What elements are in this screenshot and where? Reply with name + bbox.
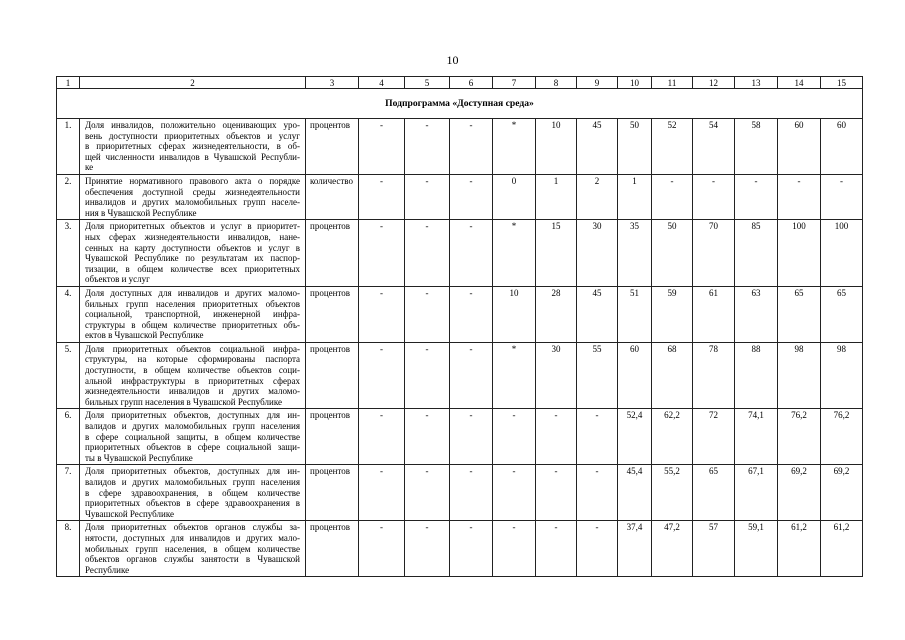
table-row xyxy=(57,409,863,465)
unit-of-measure: процентов xyxy=(306,521,359,577)
indicator-value: 50 xyxy=(652,220,693,287)
indicator-value: - xyxy=(359,465,405,521)
indicator-value: 60 xyxy=(821,119,863,175)
indicator-value: 100 xyxy=(778,220,821,287)
column-header: 4 xyxy=(359,77,405,89)
indicator-value: 35 xyxy=(618,220,652,287)
indicator-value: 68 xyxy=(652,342,693,409)
indicator-value: - xyxy=(450,286,493,342)
indicator-value: - xyxy=(577,409,618,465)
indicator-value: 52 xyxy=(652,119,693,175)
indicator-value: 98 xyxy=(821,342,863,409)
indicator-value: - xyxy=(359,174,405,219)
column-header: 15 xyxy=(821,77,863,89)
description-line: социальной, транспортной, инженерной инфра- xyxy=(85,309,300,320)
indicator-value: 37,4 xyxy=(618,521,652,577)
indicator-description xyxy=(80,220,306,287)
description-line: тизации, в общем количестве всех приоритетных xyxy=(85,263,300,274)
indicator-value: - xyxy=(493,409,536,465)
indicator-value: - xyxy=(735,174,778,219)
indicator-value: * xyxy=(493,220,536,287)
unit-of-measure: процентов xyxy=(306,119,359,175)
description-line: нятости, доступных для инвалидов и других мало- xyxy=(85,532,300,543)
description-line: бильных групп населения в Чувашской Республике xyxy=(85,396,282,407)
indicator-value: 65 xyxy=(693,465,735,521)
indicator-value: 78 xyxy=(693,342,735,409)
description-line: валидов и других маломобильных групп населения xyxy=(85,421,300,432)
indicators-table xyxy=(56,76,863,577)
indicator-value: - xyxy=(450,220,493,287)
indicator-value: 98 xyxy=(778,342,821,409)
table-row xyxy=(57,521,863,577)
indicator-value: 2 xyxy=(577,174,618,219)
row-number: 4. xyxy=(57,286,80,342)
description-line: бильных групп населения приоритетных объектов xyxy=(85,298,300,309)
indicator-value: 47,2 xyxy=(652,521,693,577)
indicator-value: 57 xyxy=(693,521,735,577)
description-line: жизнедеятельности инвалидов и других маломо- xyxy=(85,386,300,397)
table-header xyxy=(57,77,863,89)
indicator-value: 65 xyxy=(778,286,821,342)
indicator-value: 50 xyxy=(618,119,652,175)
indicator-value: - xyxy=(536,409,577,465)
table-row xyxy=(57,119,863,175)
description-line: Доля приоритетных объектов и услуг в приоритет- xyxy=(85,221,300,232)
indicator-value: 61 xyxy=(693,286,735,342)
indicator-value: - xyxy=(450,174,493,219)
row-number: 1. xyxy=(57,119,80,175)
description-line: Доля приоритетных объектов, доступных для ин- xyxy=(85,466,300,477)
subprogram-title-row xyxy=(57,89,863,119)
indicator-value: * xyxy=(493,119,536,175)
indicator-value: 45 xyxy=(577,286,618,342)
table-row xyxy=(57,342,863,409)
description-line: щей численности инвалидов в Чувашской Республи- xyxy=(85,151,300,162)
description-line: структуры в общем количестве приоритетных объ- xyxy=(85,319,300,330)
indicator-value: 58 xyxy=(735,119,778,175)
indicator-value: - xyxy=(359,521,405,577)
indicator-value: - xyxy=(359,286,405,342)
indicator-value: 45,4 xyxy=(618,465,652,521)
indicator-value: 67,1 xyxy=(735,465,778,521)
page-number: 10 xyxy=(446,53,459,67)
unit-of-measure: количество xyxy=(306,174,359,219)
description-line: ектов в Чувашской Республике xyxy=(85,330,204,341)
unit-of-measure: процентов xyxy=(306,220,359,287)
indicator-value: 0 xyxy=(493,174,536,219)
indicator-value: - xyxy=(359,409,405,465)
indicator-value: 52,4 xyxy=(618,409,652,465)
indicator-value: 76,2 xyxy=(778,409,821,465)
indicator-value: 30 xyxy=(577,220,618,287)
description-line: альной инфраструктуры в приоритетных сферах xyxy=(85,375,300,386)
indicator-value: - xyxy=(778,174,821,219)
indicator-value: - xyxy=(577,521,618,577)
indicator-value: 61,2 xyxy=(821,521,863,577)
indicator-value: 62,2 xyxy=(652,409,693,465)
description-line: сенных на карту доступности объектов и услуг в xyxy=(85,242,300,253)
column-header: 10 xyxy=(618,77,652,89)
indicator-value: - xyxy=(359,119,405,175)
indicator-value: * xyxy=(493,342,536,409)
indicator-value: - xyxy=(450,342,493,409)
indicator-value: - xyxy=(405,220,450,287)
indicator-value: 65 xyxy=(821,286,863,342)
column-header: 1 xyxy=(57,77,80,89)
description-line: Доля доступных для инвалидов и других маломо- xyxy=(85,287,300,298)
description-line: объектов и услуг xyxy=(85,274,150,285)
description-line: обеспечения доступной среды жизнедеятельности xyxy=(85,186,300,197)
description-line: Доля приоритетных объектов, доступных для ин- xyxy=(85,410,300,421)
description-line: в сфере здравоохранения, в общем количестве xyxy=(85,487,300,498)
indicator-value: 72 xyxy=(693,409,735,465)
description-line: приоритетных объектов в сфере социальной защи- xyxy=(85,442,300,453)
row-number: 8. xyxy=(57,521,80,577)
description-line: инвалидов и других маломобильных групп населе- xyxy=(85,197,300,208)
indicator-value: 69,2 xyxy=(778,465,821,521)
indicator-value: - xyxy=(577,465,618,521)
description-line: Доля инвалидов, положительно оценивающих уро- xyxy=(85,120,300,130)
indicator-value: - xyxy=(693,174,735,219)
indicator-description xyxy=(80,409,306,465)
indicator-value: - xyxy=(652,174,693,219)
indicator-value: 1 xyxy=(618,174,652,219)
column-header: 6 xyxy=(450,77,493,89)
indicator-value: 88 xyxy=(735,342,778,409)
indicator-description xyxy=(80,342,306,409)
description-line: в сфере социальной защиты, в общем количестве xyxy=(85,431,300,442)
indicator-value: 76,2 xyxy=(821,409,863,465)
column-header: 14 xyxy=(778,77,821,89)
description-line: ных сферах жизнедеятельности инвалидов, нане- xyxy=(85,231,300,242)
indicator-description xyxy=(80,119,306,175)
column-header: 8 xyxy=(536,77,577,89)
description-line: Чувашской Республике xyxy=(85,508,174,519)
description-line: ке xyxy=(85,162,94,173)
indicator-value: 59 xyxy=(652,286,693,342)
indicator-value: - xyxy=(405,174,450,219)
description-line: объектов органов службы занятости в Чувашской xyxy=(85,554,300,565)
column-header: 5 xyxy=(405,77,450,89)
indicator-value: - xyxy=(405,119,450,175)
indicator-value: 61,2 xyxy=(778,521,821,577)
indicator-value: 60 xyxy=(618,342,652,409)
table-row xyxy=(57,220,863,287)
description-line: валидов и других маломобильных групп населения xyxy=(85,477,300,487)
unit-of-measure: процентов xyxy=(306,342,359,409)
description-line: Республике xyxy=(85,564,130,575)
indicator-value: - xyxy=(359,342,405,409)
indicator-description xyxy=(80,174,306,219)
indicator-value: - xyxy=(536,465,577,521)
unit-of-measure: процентов xyxy=(306,409,359,465)
indicator-value: 63 xyxy=(735,286,778,342)
indicator-value: - xyxy=(405,521,450,577)
subprogram-section xyxy=(57,89,863,119)
indicator-value: 28 xyxy=(536,286,577,342)
column-header: 13 xyxy=(735,77,778,89)
indicator-value: 30 xyxy=(536,342,577,409)
indicator-value: - xyxy=(450,465,493,521)
table-row xyxy=(57,465,863,521)
indicator-value: 1 xyxy=(536,174,577,219)
indicator-value: 45 xyxy=(577,119,618,175)
row-number: 7. xyxy=(57,465,80,521)
unit-of-measure: процентов xyxy=(306,286,359,342)
indicator-value: - xyxy=(450,409,493,465)
indicator-value: 69,2 xyxy=(821,465,863,521)
indicator-value: - xyxy=(821,174,863,219)
description-line: Доля приоритетных объектов социальной инфра- xyxy=(85,343,300,354)
indicator-value: - xyxy=(450,119,493,175)
indicator-value: 54 xyxy=(693,119,735,175)
description-line: ния в Чувашской Республике xyxy=(85,207,197,218)
indicator-description xyxy=(80,286,306,342)
indicator-description xyxy=(80,521,306,577)
column-header: 12 xyxy=(693,77,735,89)
indicator-value: 51 xyxy=(618,286,652,342)
description-line: ты в Чувашской Республике xyxy=(85,452,193,463)
indicator-value: 70 xyxy=(693,220,735,287)
indicator-value: 10 xyxy=(536,119,577,175)
column-header: 11 xyxy=(652,77,693,89)
description-line: в приоритетных сферах жизнедеятельности, в об- xyxy=(85,141,300,152)
indicator-value: - xyxy=(450,521,493,577)
description-line: Чувашской Республике по результатам их паспор- xyxy=(85,253,300,264)
indicator-value: 15 xyxy=(536,220,577,287)
indicator-value: 59,1 xyxy=(735,521,778,577)
row-number: 5. xyxy=(57,342,80,409)
indicator-value: 55,2 xyxy=(652,465,693,521)
description-line: вень доступности приоритетных объектов и услуг xyxy=(85,130,300,141)
table-row xyxy=(57,174,863,219)
indicator-value: 60 xyxy=(778,119,821,175)
indicator-value: - xyxy=(405,286,450,342)
column-header: 9 xyxy=(577,77,618,89)
row-number: 2. xyxy=(57,174,80,219)
column-header: 3 xyxy=(306,77,359,89)
indicator-rows xyxy=(57,119,863,577)
indicator-value: - xyxy=(493,521,536,577)
row-number: 6. xyxy=(57,409,80,465)
row-number: 3. xyxy=(57,220,80,287)
indicator-value: - xyxy=(493,465,536,521)
table-row xyxy=(57,286,863,342)
indicator-value: - xyxy=(405,409,450,465)
indicator-value: - xyxy=(536,521,577,577)
indicator-value: - xyxy=(405,342,450,409)
unit-of-measure: процентов xyxy=(306,465,359,521)
description-line: приоритетных объектов в сфере здравоохранения в xyxy=(85,498,300,509)
column-header: 7 xyxy=(493,77,536,89)
indicator-value: 55 xyxy=(577,342,618,409)
indicator-value: 85 xyxy=(735,220,778,287)
description-line: доступности, в общем количестве объектов соци- xyxy=(85,365,300,376)
indicator-description xyxy=(80,465,306,521)
indicator-value: - xyxy=(405,465,450,521)
description-line: мобильных групп населения, в общем количестве xyxy=(85,543,300,554)
description-line: Принятие нормативного правового акта о порядке xyxy=(85,175,300,186)
description-line: структуры, на которые сформированы паспорта xyxy=(85,354,300,365)
description-line: Доля приоритетных объектов органов службы за- xyxy=(85,522,300,533)
column-header: 2 xyxy=(80,77,306,89)
indicator-value: 10 xyxy=(493,286,536,342)
column-number-row xyxy=(57,77,863,89)
indicator-value: - xyxy=(359,220,405,287)
subprogram-title: Подпрограмма «Доступная среда» xyxy=(57,89,863,119)
indicator-value: 100 xyxy=(821,220,863,287)
indicator-value: 74,1 xyxy=(735,409,778,465)
